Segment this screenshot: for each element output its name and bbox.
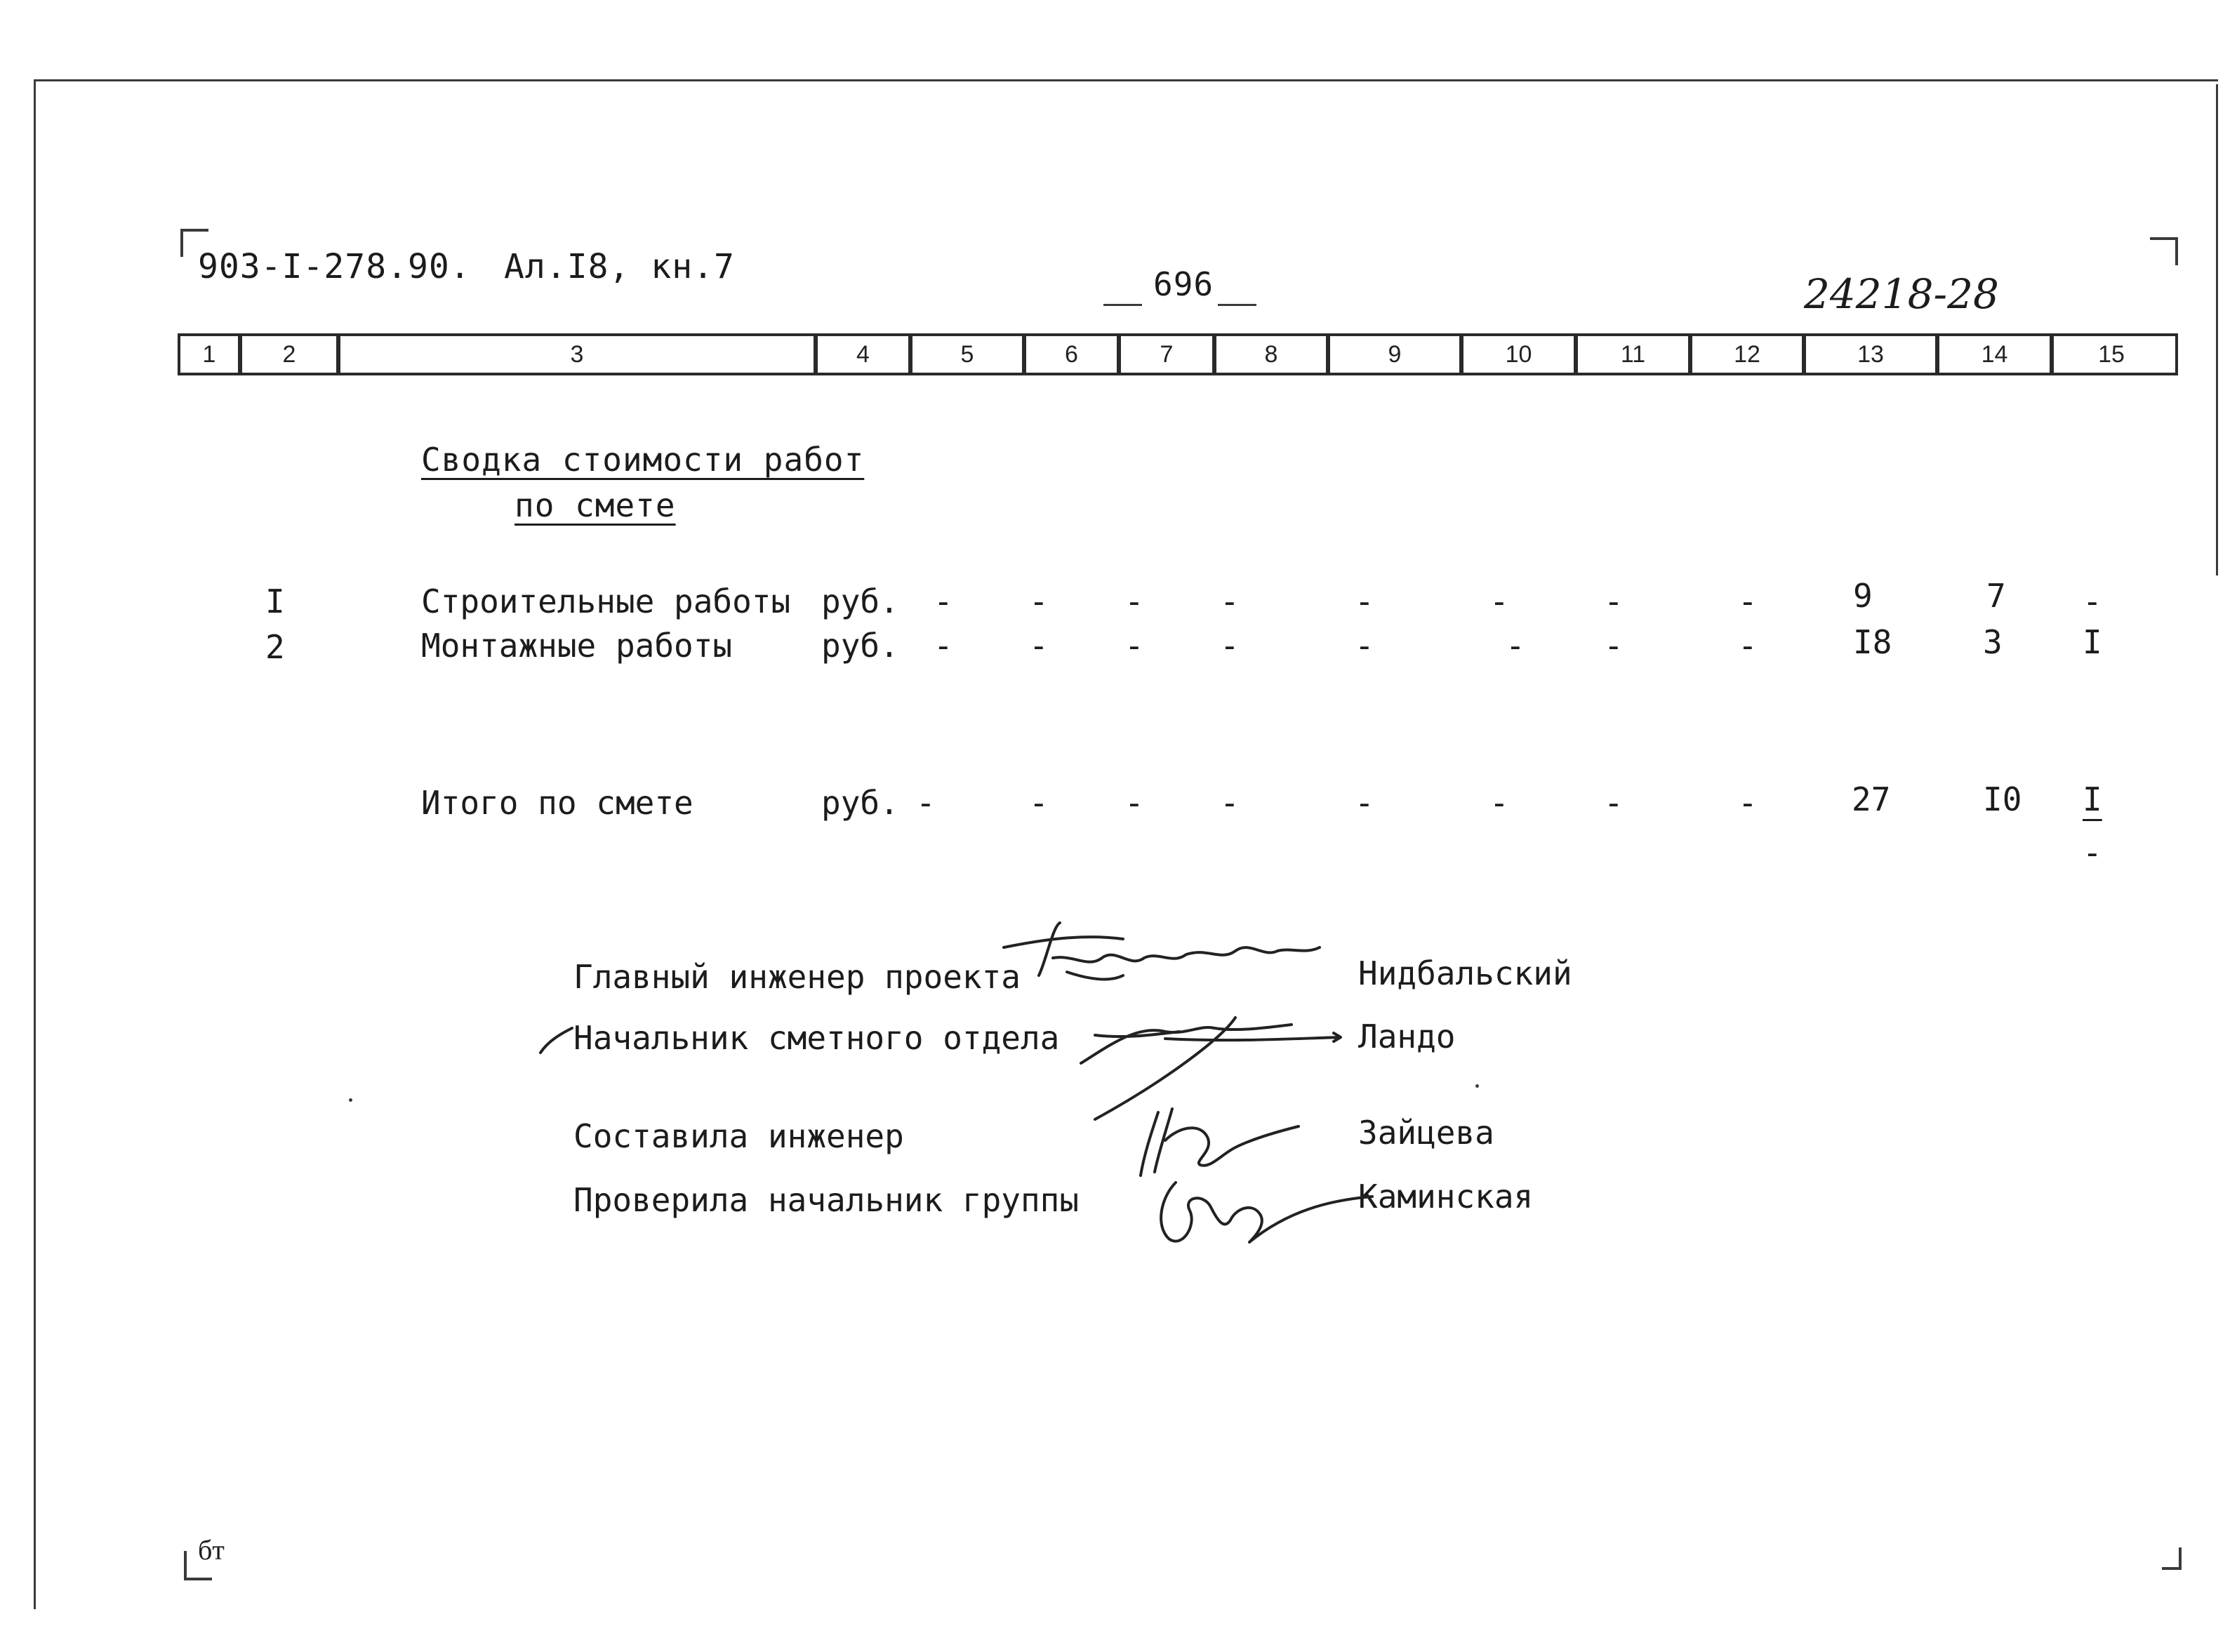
cell-col10: - (1489, 582, 1509, 620)
total-col7: - (1124, 784, 1144, 822)
column-number: 13 (1806, 336, 1939, 373)
row-unit: руб. (821, 582, 899, 620)
summary-title-line2: по смете (515, 486, 676, 524)
cell-col5: - (934, 582, 953, 620)
column-number: 14 (1939, 336, 2054, 373)
signature-scribble-group-head (1148, 1168, 1379, 1253)
page-number-left-rule (1103, 304, 1142, 306)
column-number: 3 (340, 336, 818, 373)
corner-mark-bottom-right-v (2179, 1547, 2182, 1570)
cell-col5: - (934, 627, 953, 665)
cell-col7: - (1124, 627, 1144, 665)
cell-col11: - (1604, 627, 1624, 665)
signature-role: Проверила начальник группы (573, 1181, 1080, 1219)
footer-stamp: бт (198, 1534, 225, 1566)
column-number: 9 (1330, 336, 1463, 373)
paper-speck (1475, 1084, 1479, 1088)
column-number: 1 (180, 336, 242, 373)
column-number: 12 (1692, 336, 1806, 373)
cell-col15: - (2083, 582, 2102, 620)
page-number: 696 (1153, 265, 1214, 303)
column-number: 6 (1026, 336, 1121, 373)
cell-col10: - (1506, 627, 1525, 665)
total-col5: - (916, 784, 936, 822)
column-number: 10 (1463, 336, 1578, 373)
column-number: 7 (1121, 336, 1216, 373)
row-name: Монтажные работы (421, 627, 733, 665)
total-col10: - (1489, 784, 1509, 822)
summary-title-line1: Сводка стоимости работ (421, 441, 865, 479)
corner-mark-top-right-h (2150, 237, 2178, 240)
cell-col9: - (1355, 627, 1374, 665)
frame-right-border (2216, 84, 2218, 575)
row-unit: руб. (821, 627, 899, 665)
cell-col8: - (1220, 582, 1240, 620)
signature-scribble-chief-engineer (997, 919, 1327, 997)
cell-col7: - (1124, 582, 1144, 620)
signature-name: Зайцева (1358, 1114, 1494, 1152)
total-col11: - (1604, 784, 1624, 822)
signature-role: Главный инженер проекта (573, 958, 1021, 996)
column-number: 11 (1578, 336, 1692, 373)
corner-mark-top-left-v (180, 229, 183, 257)
cell-col13: 9 (1853, 577, 1873, 615)
cell-col15: I (2083, 623, 2102, 661)
total-label: Итого по смете (421, 784, 693, 822)
signature-role: Начальник сметного отдела (573, 1019, 1060, 1057)
signature-name: Ландо (1358, 1018, 1456, 1055)
total-col13: 27 (1852, 780, 1891, 818)
row-number: 2 (265, 628, 285, 666)
total-col12: - (1738, 784, 1758, 822)
row-name: Строительные работы (421, 582, 791, 620)
paper-speck (349, 1098, 352, 1102)
column-number: 15 (2098, 340, 2125, 368)
signature-name: Каминская (1358, 1178, 1534, 1215)
cell-col6: - (1029, 582, 1049, 620)
cell-col6: - (1029, 627, 1049, 665)
total-col8: - (1220, 784, 1240, 822)
total-col15: I (2083, 780, 2102, 818)
cell-col11: - (1604, 582, 1624, 620)
total-col14: I0 (1983, 780, 2022, 818)
column-number: 4 (818, 336, 912, 373)
page-number-right-rule (1218, 304, 1256, 306)
column-number: 2 (242, 336, 340, 373)
row-number: I (265, 582, 285, 620)
column-number: 8 (1216, 336, 1330, 373)
album-reference: Ал.I8, кн.7 (504, 247, 735, 286)
column-number-strip (178, 333, 2178, 375)
column-number: 5 (912, 336, 1026, 373)
signature-role: Составила инженер (573, 1117, 904, 1155)
total-col6: - (1029, 784, 1049, 822)
cell-col9: - (1355, 582, 1374, 620)
cell-col14: 3 (1983, 623, 2003, 661)
cell-col12: - (1738, 582, 1758, 620)
corner-mark-top-left-h (180, 229, 208, 232)
cell-col12: - (1738, 627, 1758, 665)
signature-name: Нидбальский (1358, 954, 1572, 992)
total-unit: руб. (821, 784, 899, 822)
cell-col8: - (1220, 627, 1240, 665)
total-col9: - (1355, 784, 1374, 822)
document-code: 903-I-278.90. (198, 247, 471, 286)
frame-left-border (34, 79, 36, 1609)
inventory-number: 24218-28 (1804, 270, 1999, 318)
cell-col14: 7 (1986, 577, 2006, 615)
corner-mark-bottom-left-h (184, 1578, 212, 1580)
corner-mark-top-right-v (2175, 237, 2178, 265)
frame-top-border (35, 79, 2218, 81)
total-extra-dash: - (2083, 834, 2102, 872)
cell-col13: I8 (1853, 623, 1892, 661)
corner-mark-bottom-left-v (184, 1551, 187, 1580)
